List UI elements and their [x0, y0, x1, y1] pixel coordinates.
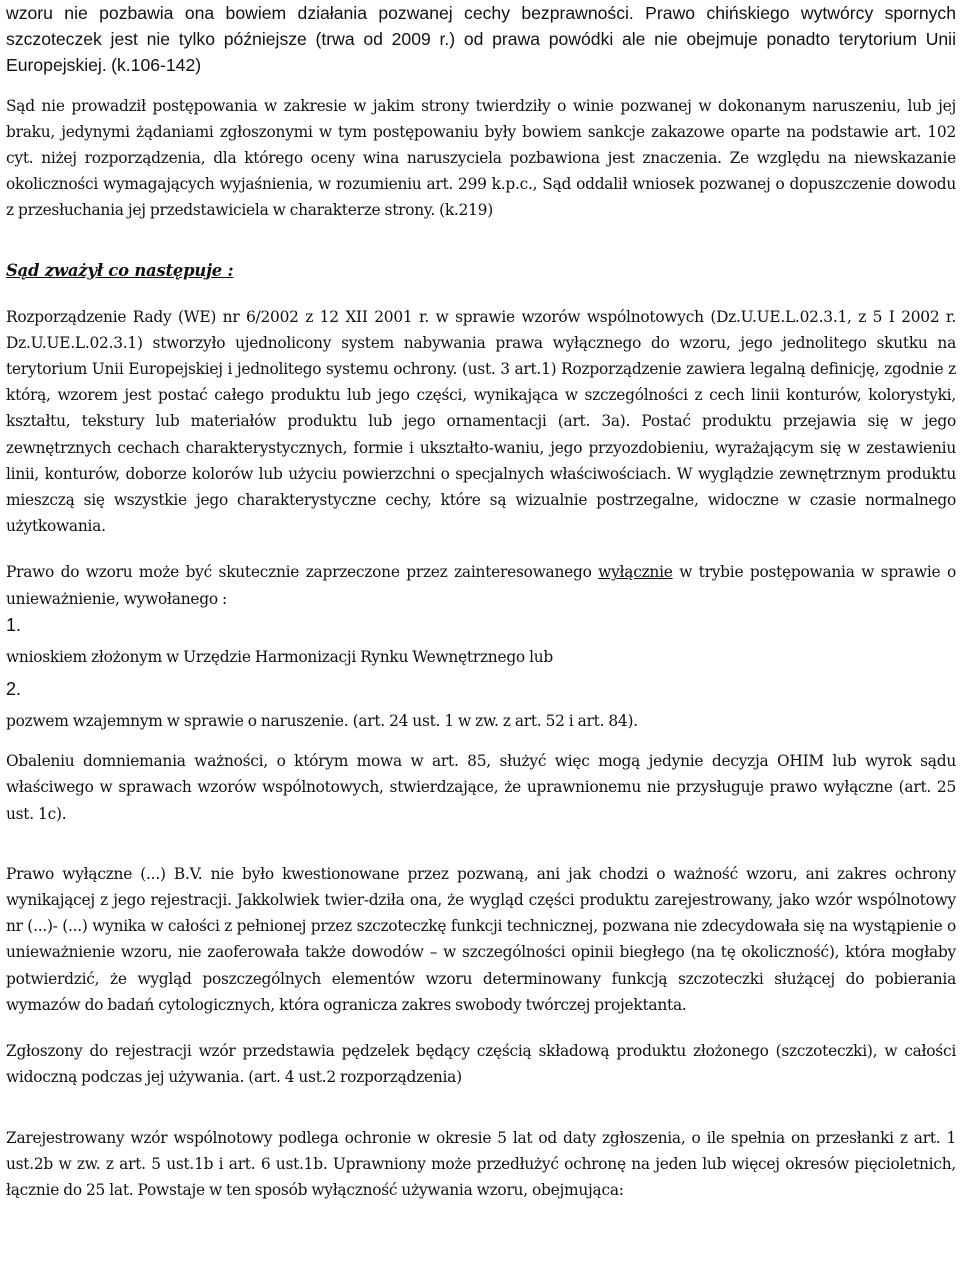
- paragraph-zarejestrowany: Zarejestrowany wzór wspólnotowy podlega ochronie w okresie 5 lat od daty zgłoszenia, o ile spełnia on przesłanki z art. 1 ust.2b w zw. z art. 5 ust.1b i art. 6 ust.1b. Uprawniony może przedłużyć ochronę na jeden lub więcej okresów pięcioletnich, łącznie do 25 lat. Powstaje w ten sposób wyłączność używania wzoru, obejmująca:: [6, 1128, 956, 1199]
- spacer: [6, 539, 956, 559]
- underlined-word-wylacznie: wyłącznie: [598, 563, 673, 582]
- spacer: [6, 79, 956, 93]
- spacer: [6, 1018, 956, 1038]
- paragraph-prawo-wylaczne: Prawo wyłączne (...) B.V. nie było kwestionowane przez pozwaną, ani jak chodzi o ważność wzoru, ani zakres ochrony wynikającej z jego rejestracji. Jakkolwiek twier-dziła ona, że wygląd części produktu zarejestrowany, jako wzór wspólnotowy nr (...)- (...) wynika w całości z pełnionej przez szczoteczkę funkcji technicznej, pozwana nie zdecydowała się na wystąpienie o unieważnienie wzoru, nie zaoferowała także dowodów – w szczególności opinii biegłego (na tę okoliczność), która mogłaby potwierdzić, że wygląd poszczególnych elementów wzoru determinowany funkcją szczoteczki służącej do pobierania wymazów do badań cytologicznych, która ogranicza zakres swobody twórczej projektanta.: [6, 864, 956, 1014]
- spacer: [6, 1091, 956, 1125]
- list-number-2: 2.: [6, 679, 22, 700]
- spacer: [6, 734, 956, 748]
- list-item-1: wnioskiem złożonym w Urzędzie Harmonizacji Rynku Wewnętrznego lub: [6, 647, 554, 666]
- list-item-2: pozwem wzajemnym w sprawie o naruszenie. (art. 24 ust. 1 w zw. z art. 52 i art. 84).: [6, 712, 638, 731]
- spacer: [6, 224, 956, 258]
- paragraph-prawo-text-start: Prawo do wzoru może być skutecznie zaprzeczone przez zainteresowanego: [6, 563, 599, 582]
- list-number-1: 1.: [6, 614, 22, 635]
- spacer: [6, 284, 956, 304]
- paragraph-sad-nie-prowadzil: Sąd nie prowadził postępowania w zakresie w jakim strony twierdziły o winie pozwanej w dokonanym naruszeniu, lub jej braku, jedynymi żądaniami zgłoszonymi w tym postępowaniu były bowiem sankcje zakazowe oparte na podstawie art. 102 cyt. niżej rozporządzenia, dla którego oceny wina naruszyciela pozbawiona jest znaczenia. Ze względu na niewskazanie okoliczności wymagających wyjaśnienia, w rozumieniu art. 299 k.p.c., Sąd oddalił wniosek pozwanej o dopuszczenie dowodu z przesłuchania jej przedstawiciela w charakterze strony. (k.219): [6, 96, 956, 220]
- paragraph-prawo-text-end: w trybie postępowania w sprawie o unieważnienie, wywołanego :: [6, 563, 956, 608]
- section-heading: Sąd zważył co następuje :: [6, 260, 234, 280]
- paragraph-obaleniu: Obaleniu domniemania ważności, o którym mowa w art. 85, służyć więc mogą jedynie decyzja OHIM lub wyrok sądu właściwego w sprawach wzorów wspólnotowych, stwierdzające, że uprawnionemu nie przysługuje prawo wyłączne (art. 25 ust. 1c).: [6, 752, 956, 823]
- paragraph-rozporzadzenie: Rozporządzenie Rady (WE) nr 6/2002 z 12 XII 2001 r. w sprawie wzorów wspólnotowych (Dz.U.UE.L.02.3.1, z 5 I 2002 r. Dz.U.UE.L.02.3.1) stworzyło ujednolicony system nabywania prawa wyłącznego do wzoru, jego jednolitego skutku na terytorium Unii Europejskiej i jednolitego systemu ochrony. (ust. 3 art.1) Rozporządzenie zawiera legalną definicję, zgodnie z którą, wzorem jest postać całego produktu lub jego części, wynikająca w szczególności z cech linii konturów, kolorystyki, kształtu, tekstury lub materiałów produktu lub jego ornamentacji (art. 3a). Postać produktu przejawia się w jego zewnętrznych cechach charakterystycznych, formie i ukształto-waniu, jego przyozdobieniu, wyrażającym się w zestawieniu linii, konturów, doborze kolorów lub użyciu powierzchni o specjalnych właściwościach. W wyglądzie zewnętrznym produktu mieszczą się wszystkie jego charakterystyczne cechy, które są wizualnie postrzegalne, widoczne w czasie normalnego użytkowania.: [6, 307, 956, 536]
- paragraph-zgloszony: Zgłoszony do rejestracji wzór przedstawia pędzelek będący częścią składową produktu złożonego (szczoteczki), w całości widoczną podczas jej używania. (art. 4 ust.2 rozporządzenia): [6, 1042, 956, 1087]
- document-page: [6, 0, 956, 1203]
- paragraph-prawo-do-wzoru: [6, 559, 956, 611]
- spacer: [6, 827, 956, 861]
- paragraph-intro: wzoru nie pozbawia ona bowiem działania pozwanej cechy bezprawności. Prawo chińskiego wytwórcy spornych szczoteczek jest nie tylko późniejsze (trwa od 2009 r.) od prawa powódki ale nie obejmuje ponadto terytorium Unii Europejskiej. (k.106-142): [6, 3, 956, 76]
